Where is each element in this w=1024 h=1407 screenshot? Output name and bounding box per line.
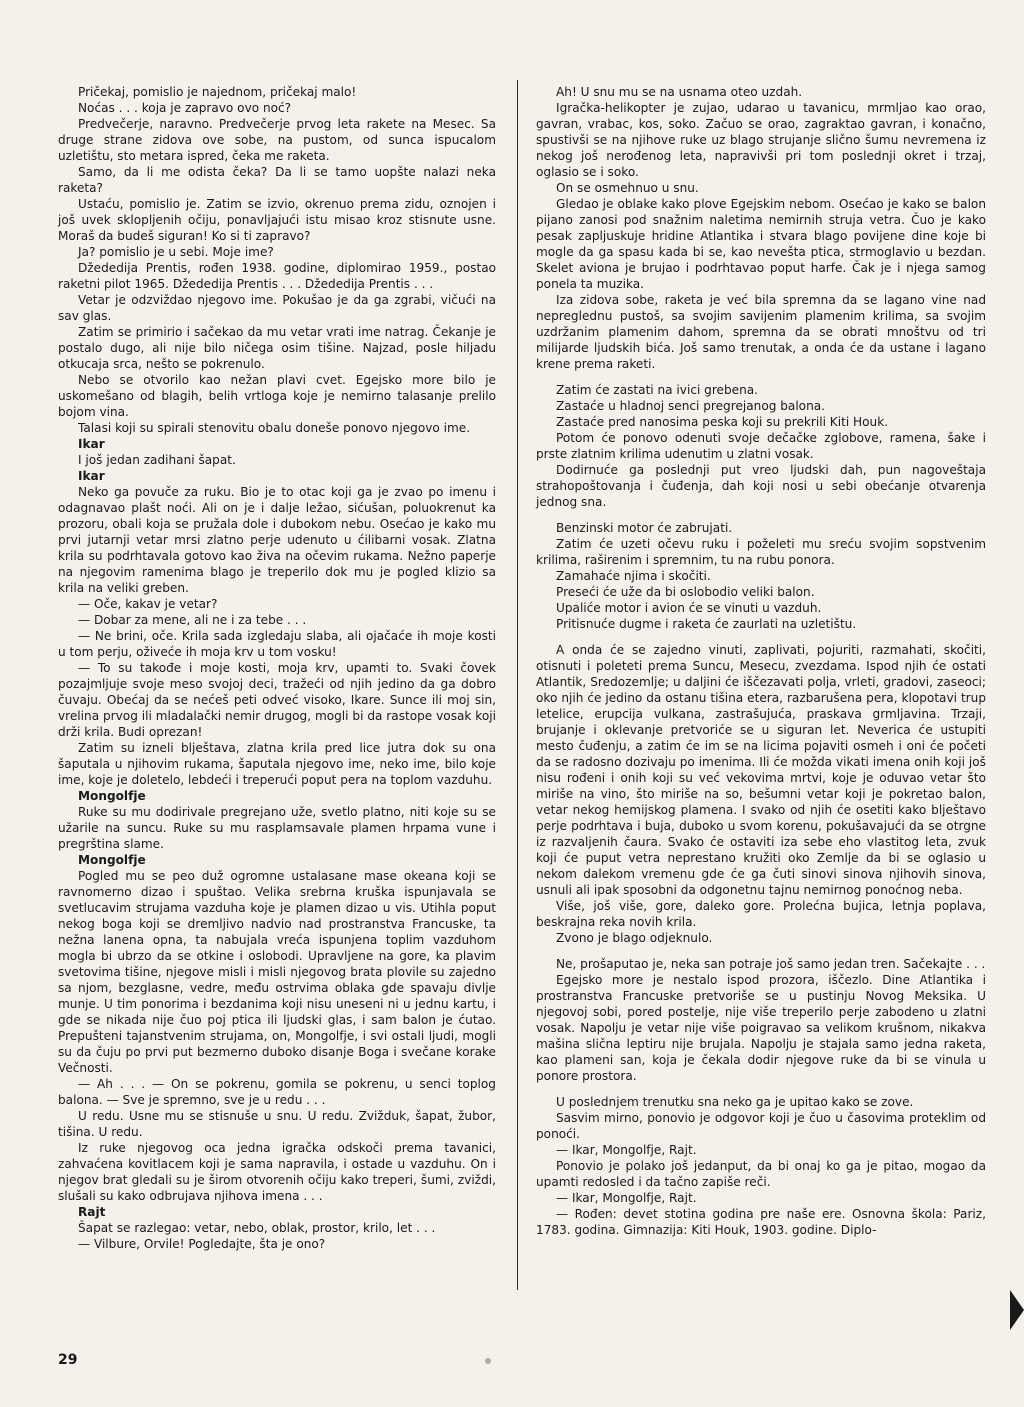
paragraph-gap: [536, 946, 986, 956]
paragraph: Upaliće motor i avion će se vinuti u vazduh.: [556, 601, 822, 615]
paragraph: Iza zidova sobe, raketa je već bila spremna da se lagano vine nad nepreglednu pustoš, sa svojim savijenim plamenim krilima, sa svojim uzdržanim plamenim dahom, spremna da se obrati mnoštvu od tri milijarde ljudskih bića. Još samo trenutak, a onda će da ustane i lagano krene prema raketi.: [536, 293, 986, 371]
paragraph-gap: [536, 510, 986, 520]
right-column: [536, 84, 986, 1238]
paragraph: — Ikar, Mongolfje, Rajt.: [556, 1191, 697, 1205]
paragraph: Zatim se primirio i sačekao da mu vetar vrati ime natrag. Čekanje je postalo dugo, ali nije bilo ničega osim tišine. Najzad, posle hiljadu otkucaja srca, nešto se pokrenulo.: [58, 325, 496, 371]
paragraph: Zvono je blago odjeknulo.: [556, 931, 713, 945]
print-dot: [485, 1358, 491, 1364]
paragraph: Preseći će uže da bi oslobodio veliki balon.: [556, 585, 815, 599]
paragraph: U redu. Usne mu se stisnuše u snu. U redu. Zvižduk, šapat, žubor, tišina. U redu.: [58, 1109, 496, 1139]
paragraph: Sasvim mirno, ponovio je odgovor koji je čuo u časovima proteklim od ponoći.: [536, 1111, 986, 1141]
paragraph: Šapat se razlegao: vetar, nebo, oblak, prostor, krilo, let . . .: [78, 1221, 436, 1235]
paragraph: Ja? pomislio je u sebi. Moje ime?: [78, 245, 274, 259]
paragraph: Vetar je odzviždao njegovo ime. Pokušao je da ga zgrabi, vičući na sav glas.: [58, 293, 496, 323]
paragraph: U poslednjem trenutku sna neko ga je upitao kako se zove.: [556, 1095, 914, 1109]
paragraph: Zatim će uzeti očevu ruku i poželeti mu sreću svojim sopstvenim krilima, raširenim i spremnim, tu na rubu ponora.: [536, 537, 986, 567]
paragraph: On se osmehnuo u snu.: [556, 181, 699, 195]
paragraph: — Ikar, Mongolfje, Rajt.: [556, 1143, 697, 1157]
paragraph: Džededija Prentis, rođen 1938. godine, diplomirao 1959., postao raketni pilot 1965. Džededija Prentis . . . Džededija Prentis . . .: [58, 261, 496, 291]
paragraph: Pričekaj, pomislio je najednom, pričekaj malo!: [78, 85, 357, 99]
paragraph: — To su takođe i moje kosti, moja krv, upamti to. Svaki čovek pozajmljuje svoje meso svojoj deci, tražeći od njih jedino da ga dobro čuvaju. Obećaj da se nećeš peti odveć visoko, Ikare. Sunce ili moj sin, vrelina prvog ili mladalački nemir drugog, mogli bi da rastope vosak koji drži krila. Budi oprezan!: [58, 661, 496, 739]
paragraph: A onda će se zajedno vinuti, zaplivati, pojuriti, razmahati, skočiti, otisnuti i poleteti prema Suncu, Mesecu, zvezdama. Ispod njih će ostati Atlantik, Sredozemlje; u daljini će iščezavati polja, vrleti, gradovi, zaseoci; oko njih će jedino da ostanu tišina etera, razbarušena pera, klopotavi trup letelice, erupcija vulkana, zastrašujuća, praskava grmljavina. Trzaji, brujanje i oklevanje pretvoriće se u siguran let. Neverica će ustupiti mesto čuđenju, a zatim će im se na licima pojaviti osmeh i oni će početi da se radosno dozivaju po imenima. Ili će možda vikati imena onih koji još nisu rođeni i onih koji su već vekovima mrtvi, koje je oduvao vetar što miriše na vino, što miriše na so, bešumni vetar koji je pokretao balon, vetar nekog hemijskog plamena. I svako od njih će osetiti kako blještavo perje podrhtava i buja, duboko u svom korenu, pokušavajući da se otrgne iz razvaljenih čaura. Svako će ostaviti iza sebe eho vlastitog leta, zvuk koji će puput vetra neprestano kružiti oko Zemlje da bi se oglasio u nekom dalekom vremenu gde će ga čuti sinovi sinova njihovih sinova, usnuli ali ipak sposobni da odgonetnu tajnu nemirnog ponoćnog neba.: [536, 643, 986, 897]
paragraph: Potom će ponovo odenuti svoje dečačke zglobove, ramena, šake i prste zlatnim krilima udenutim u zlatni vosak.: [536, 431, 986, 461]
name-heading: Rajt: [78, 1205, 106, 1219]
paragraph: — Oče, kakav je vetar?: [78, 597, 218, 611]
paragraph: Ponovio je polako još jedanput, da bi onaj ko ga je pitao, mogao da upamti redosled i da tačno zapiše reči.: [536, 1159, 986, 1189]
continue-arrow-icon: [1010, 1290, 1024, 1330]
paragraph: Pogled mu se peo duž ogromne ustalasane mase okeana koji se ravnomerno dizao i spuštao. Velika srebrna kruška ispunjavala se svetlucavim strujama vazduha koje je plamen dizao u vis. Utihla poput nekog boga koji se dremljivo nadvio nad prostranstva Francuske, ta nežna lanena opna, ta nabujala vreća ispunjena toplim vazduhom mogla bi ubrzo da se otkine i oslobodi. Upravljene na gore, ka plavim svetovima tišine, njegove misli i misli njegovog brata plovile su zajedno sa njom, bezglasne, vedre, među ostrvima oblaka gde spavaju divlje munje. U tim ponorima i bezdanima koji nisu uneseni ni u jednu kartu, i gde se nikada nije čuo poj ptica ili ljudski glas, i sam balon je ćutao. Prepušteni tajanstvenim strujama, on, Mongolfje, i svi ostali ljudi, mogli su da čuju po prvi put bezmerno duboko disanje Boga i svečane korake Večnosti.: [58, 869, 496, 1075]
paragraph: Gledao je oblake kako plove Egejskim nebom. Osećao je kako se balon pijano zanosi pod snažnim naletima nemirnih struja vetra. Čuo je kako pesak zapljuskuje hridine Atlantika i stvara blago povijene dine koje bi mogle da ga spasu kada bi se, kao nevešta ptica, strmoglavio u bezdan. Skelet aviona je brujao i podrhtavao poput harfe. Čak je i njega samog ponela ta muzika.: [536, 197, 986, 291]
paragraph: — Dobar za mene, ali ne i za tebe . . .: [78, 613, 307, 627]
paragraph: Ustaću, pomislio je. Zatim se izvio, okrenuo prema zidu, oznojen i još uvek sklopljenih očiju, ponavljajući istu misao kroz stisnute usne. Moraš da budeš siguran! Ko si ti zapravo?: [58, 197, 496, 243]
paragraph: Ah! U snu mu se na usnama oteo uzdah.: [556, 85, 803, 99]
paragraph: Ne, prošaputao je, neka san potraje još samo jedan tren. Sačekajte . . .: [556, 957, 986, 971]
paragraph: Pritisnuće dugme i raketa će zaurlati na uzletištu.: [556, 617, 857, 631]
paragraph: Zamahaće njima i skočiti.: [556, 569, 711, 583]
name-heading: Ikar: [78, 437, 105, 451]
paragraph: Zastaće pred nanosima peska koji su prekrili Kiti Houk.: [556, 415, 889, 429]
paragraph: Zatim će zastati na ivici grebena.: [556, 383, 759, 397]
paragraph: Noćas . . . koja je zapravo ovo noć?: [78, 101, 292, 115]
paragraph-gap: [536, 372, 986, 382]
name-heading: Mongolfje: [78, 853, 146, 867]
paragraph-gap: [536, 1084, 986, 1094]
paragraph: Talasi koji su spirali stenovitu obalu doneše ponovo njegovo ime.: [78, 421, 471, 435]
paragraph: I još jedan zadihani šapat.: [78, 453, 236, 467]
paragraph: Više, još više, gore, daleko gore. Prolećna bujica, letnja poplava, beskrajna reka novih krila.: [536, 899, 986, 929]
paragraph: Iz ruke njegovog oca jedna igračka odskoči prema tavanici, zahvaćena kovitlacem koji je sama napravila, i ostade u vazduhu. On i njegov brat gledali su je širom otvorenih očiju kako treperi, šumi, zviždi, slušali su kako odbrujava njihova imena . . .: [58, 1141, 496, 1203]
paragraph: — Vilbure, Orvile! Pogledajte, šta je ono?: [78, 1237, 326, 1251]
column-divider: [517, 80, 518, 1290]
name-heading: Ikar: [78, 469, 105, 483]
paragraph: Samo, da li me odista čeka? Da li se tamo uopšte nalazi neka raketa?: [58, 165, 496, 195]
paragraph: Zastaće u hladnoj senci pregrejanog balona.: [556, 399, 826, 413]
paragraph: Ruke su mu dodirivale pregrejano uže, svetlo platno, niti koje su se užarile na suncu. Ruke su mu rasplamsavale plamen hrpama vune i pregrština slame.: [58, 805, 496, 851]
paragraph: Egejsko more je nestalo ispod prozora, iščezlo. Dine Atlantika i prostranstva Francuske pretvoriše se u pustinju Novog Meksika. U njegovoj sobi, pored postelje, nije više treperilo perje zabodeno u zlatni vosak. Napolju je vetar nije više poigravao sa velikom krušnom, nikakva mašina slična leptiru nije brujala. Napolju je stajala samo jedna raketa, kao plameni san, koja je čekala dodir njegove ruke da bi se vinula u ponore prostora.: [536, 973, 986, 1083]
paragraph: Predvečerje, naravno. Predvečerje prvog leta rakete na Mesec. Sa druge strane zidova ove sobe, na pustom, od sunca ispucalom uzletištu, sto metara ispred, čeka me raketa.: [58, 117, 496, 163]
paragraph: — Ah . . . — On se pokrenu, gomila se pokrenu, u senci toplog balona. — Sve je spremno, sve je u redu . . .: [58, 1077, 496, 1107]
paragraph: Nebo se otvorilo kao nežan plavi cvet. Egejsko more bilo je uskomešano od blagih, belih vrtloga koje je nemirno talasanje prelilo bojom vina.: [58, 373, 496, 419]
left-column: [58, 84, 496, 1252]
name-heading: Mongolfje: [78, 789, 146, 803]
paragraph-gap: [536, 632, 986, 642]
paragraph: Neko ga povuče za ruku. Bio je to otac koji ga je zvao po imenu i odagnavao plašt noći. Ali on je i dalje ležao, sićušan, poluokrenut ka prozoru, obali koja se pružala dole i dubokom nebu. Osećao je kako mu prvi jutarnji vetar mrsi zlatno perje udenuto u ćilibarni vosak. Zlatna krila su podrhtavala gotovo kao živa na očevim rukama. Nežno paperje na njegovim ramenima blago je treperilo dok mu je pogled klizio sa krila na veliki greben.: [58, 485, 496, 595]
paragraph: Zatim su izneli blještava, zlatna krila pred lice jutra dok su ona šaputala u njihovim rukama, šaputala njegovo ime, neko ime, bilo koje ime, koje je doletelo, lebdeći i treperući poput pera na toplom vazduhu.: [58, 741, 496, 787]
paragraph: Dodirnuće ga poslednji put vreo ljudski dah, pun nagoveštaja strahopoštovanja i čuđenja, dah koji nosi u sebi obećanje otvarenja jednog sna.: [536, 463, 986, 509]
paragraph: — Ne brini, oče. Krila sada izgledaju slaba, ali ojačaće ih moje kosti u tom perju, oživeće ih moja krv u tom vosku!: [58, 629, 496, 659]
page-number: 29: [58, 1352, 78, 1368]
paragraph: — Rođen: devet stotina godina pre naše ere. Osnovna škola: Pariz, 1783. godina. Gimnazija: Kiti Houk, 1903. godine. Diplo-: [536, 1207, 986, 1237]
paragraph: Benzinski motor će zabrujati.: [556, 521, 733, 535]
paragraph: Igračka-helikopter je zujao, udarao u tavanicu, mrmljao kao orao, gavran, vrabac, kos, soko. Začuo se orao, zagraktao gavran, i konačno, spustivši se na njihove ruke uz blago strujanje slično šumu nevremena iz nekog još nerođenog leta, napravivši pri tom poslednji okret i trzaj, oglasio se i soko.: [536, 101, 986, 179]
